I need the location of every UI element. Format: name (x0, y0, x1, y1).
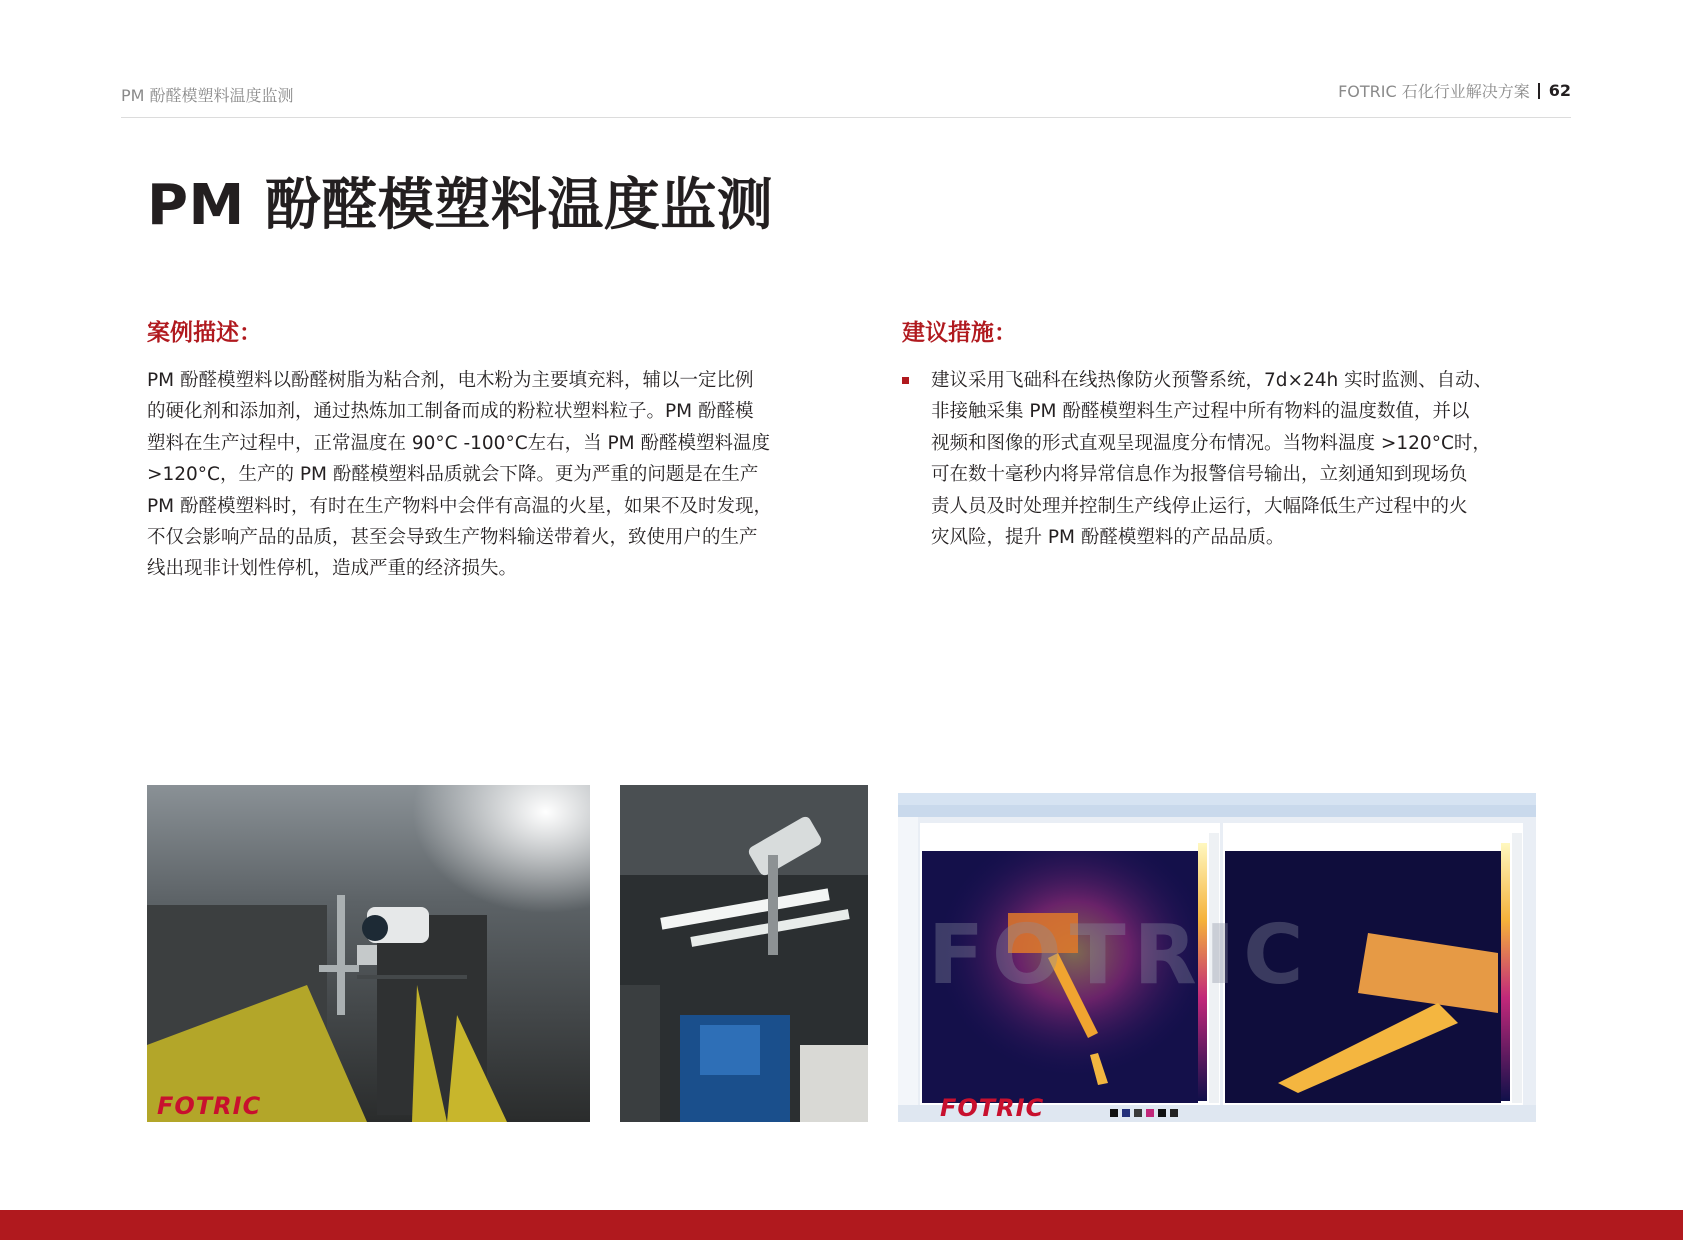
header-right (1338, 79, 1571, 102)
case-body (147, 365, 772, 585)
thermal-software-image (898, 783, 1536, 1122)
footer-bar (0, 1210, 1683, 1240)
suggest-line: 视频和图像的形式直观呈现温度分布情况。当物料温度 >120°C时， (931, 432, 1491, 454)
photo-ceiling-camera-image (620, 785, 868, 1122)
case-line: PM 酚醛模塑料时，有时在生产物料中会伴有高温的火星，如果不及时发现， (147, 495, 773, 517)
suggest-line: 建议采用飞础科在线热像防火预警系统，7d×24h 实时监测、自动、 (931, 370, 1493, 391)
watermark-logo: FOTRIC (928, 908, 1312, 1003)
header-rule (121, 117, 1571, 118)
suggest-line: 可在数十毫秒内将异常信息作为报警信号输出，立刻通知到现场负 (931, 464, 1468, 486)
page-title: PM 酚醛模塑料温度监测 (147, 173, 774, 238)
bullet-icon (902, 377, 909, 384)
case-line: >120°C，生产的 PM 酚醛模塑料品质就会下降。更为严重的问题是在生产 (147, 464, 759, 486)
case-line: PM 酚醛模塑料以酚醛树脂为粘合剂，电木粉为主要填充料，辅以一定比例 (147, 370, 754, 391)
header-divider (1538, 83, 1540, 99)
photo-camera-installation-image (147, 785, 590, 1122)
case-line: 的硬化剂和添加剂，通过热炼加工制备而成的粉粒状塑料粒子。PM 酚醛模 (147, 401, 754, 423)
photo-thermal-software (898, 783, 1536, 1122)
case-heading: 案例描述： (147, 320, 262, 346)
suggest-heading: 建议措施： (902, 320, 1017, 346)
case-line: 塑料在生产过程中，正常温度在 90°C -100°C左右，当 PM 酚醛模塑料温度 (147, 432, 771, 454)
photo-ceiling-camera (620, 785, 868, 1122)
suggest-line: 责人员及时处理并控制生产线停止运行，大幅降低生产过程中的火 (931, 495, 1468, 517)
header-doc-title: FOTRIC 石化行业解决方案 (1338, 82, 1530, 101)
header-left: PM 酚醛模塑料温度监测 (121, 86, 294, 105)
page-number: 62 (1548, 81, 1571, 100)
suggest-line: 非接触采集 PM 酚醛模塑料生产过程中所有物料的温度数值，并以 (931, 401, 1470, 423)
case-line: 不仅会影响产品的品质，甚至会导致生产物料输送带着火，致使用户的生产 (147, 527, 758, 549)
suggest-body (931, 365, 1492, 553)
suggest-line: 灾风险，提升 PM 酚醛模塑料的产品品质。 (931, 527, 1285, 549)
fotric-logo: FOTRIC (157, 1092, 262, 1120)
case-line: 线出现非计划性停机，造成严重的经济损失。 (147, 558, 518, 580)
fotric-logo: FOTRIC (940, 1094, 1045, 1122)
photo-camera-installation (147, 785, 590, 1122)
